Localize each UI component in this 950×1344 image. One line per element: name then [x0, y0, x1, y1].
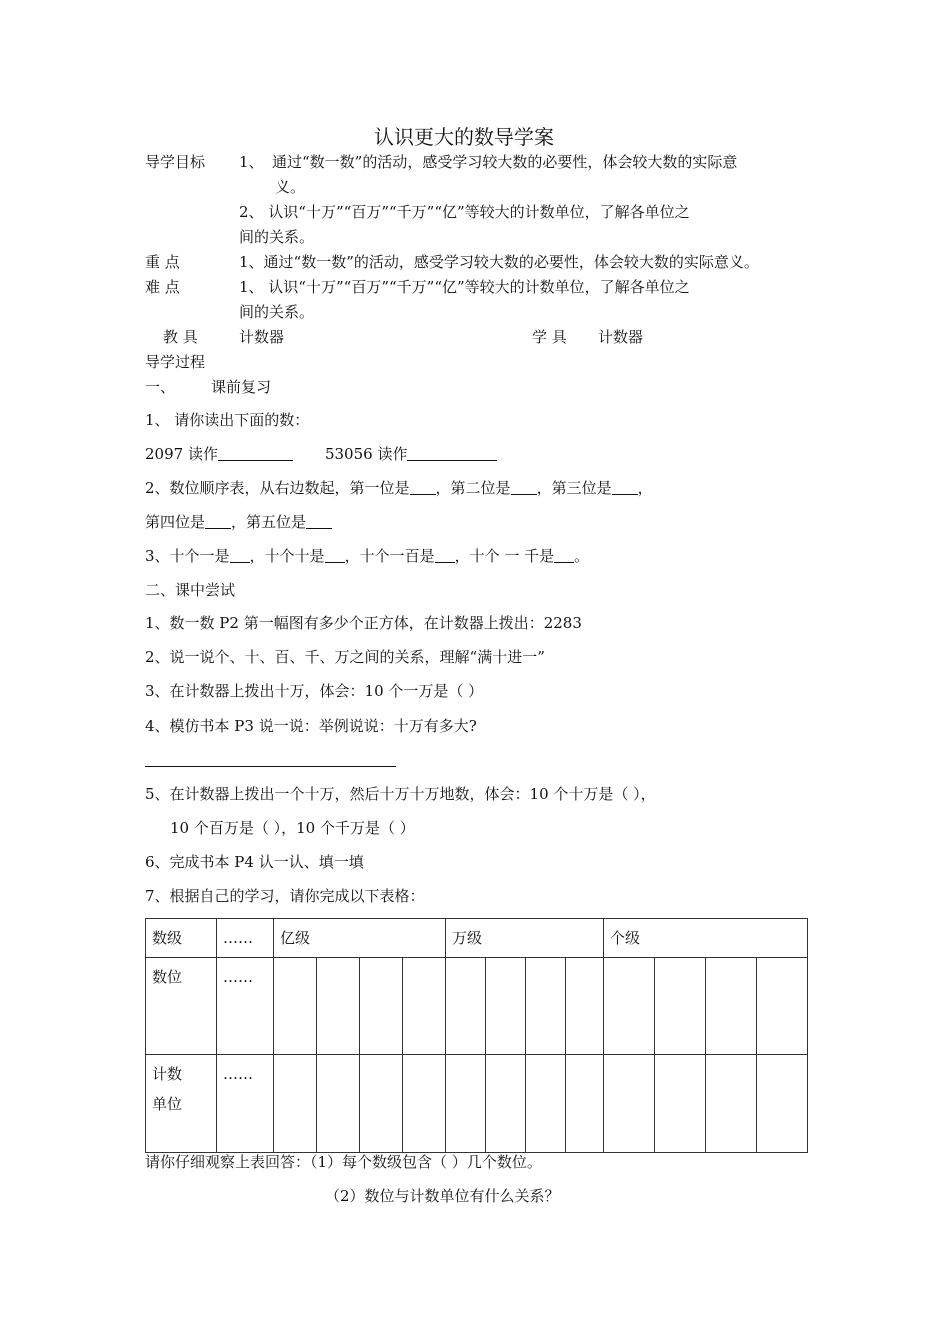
digits-header: 数位 — [146, 958, 217, 1055]
unit-cell[interactable] — [655, 1055, 706, 1153]
digit-cell[interactable] — [486, 958, 526, 1055]
levels-ellipsis: …… — [217, 919, 274, 958]
digit-cell[interactable] — [604, 958, 655, 1055]
review-q2-text-d: ， — [637, 479, 653, 497]
wan-level-cell: 万级 — [446, 919, 604, 958]
fifth-digit-blank[interactable] — [306, 512, 332, 529]
digit-cell[interactable] — [655, 958, 706, 1055]
review-q3-text-d: ，十个 一 千是 — [454, 547, 555, 565]
review-q2-text-f: ，第五位是 — [231, 513, 307, 531]
ten-tens-blank[interactable] — [325, 546, 345, 563]
digits-ellipsis: …… — [217, 958, 274, 1055]
section2-title: 二、课中尝试 — [145, 581, 236, 599]
read-2097-label: 2097 读作 — [145, 445, 218, 463]
trial-q4: 4、模仿书本 P3 说一说：举例说说：十万有多大? — [145, 717, 477, 735]
goal-2-text: 2、 认识“十万”“百万”“千万”“亿”等较大的计数单位，了解各单位之 — [239, 203, 690, 221]
review-q3-text-b: ，十个十是 — [249, 547, 325, 565]
digit-cell[interactable] — [526, 958, 566, 1055]
goal-label: 导学目标 — [145, 153, 206, 171]
trial-q5: 5、在计数器上拨出一个十万，然后十万十万地数，体会：10 个十万是（ ）， — [145, 785, 656, 803]
difficulty-text: 1、 认识“十万”“百万”“千万”“亿”等较大的计数单位，了解各单位之 — [239, 278, 690, 296]
observation-question-2: （2）数位与计数单位有什么关系？ — [325, 1187, 560, 1205]
units-header-line1: 计数 — [152, 1065, 183, 1083]
review-q2-text-b: ，第二位是 — [435, 479, 511, 497]
ten-thousands-blank[interactable] — [554, 546, 574, 563]
second-digit-blank[interactable] — [511, 478, 537, 495]
review-q2-text-a: 2、数位顺序表，从右边数起，第一位是 — [145, 479, 410, 497]
section1-title: 课前复习 — [211, 378, 272, 396]
trial-q5-cont: 10 个百万是（ ），10 个千万是（ ） — [170, 819, 415, 837]
process-label: 导学过程 — [145, 353, 206, 371]
teaching-tool-value: 计数器 — [239, 328, 285, 346]
observation-question-1: 请你仔细观察上表回答：（1）每个数级包含（ ）几个数位。 — [145, 1153, 542, 1171]
review-q2-line2 — [145, 512, 332, 532]
trial-q7: 7、根据自己的学习，请你完成以下表格： — [145, 887, 425, 905]
ten-hundreds-blank[interactable] — [435, 546, 455, 563]
difficulty-label: 难 点 — [145, 278, 180, 296]
read-53056-blank[interactable] — [407, 444, 497, 461]
unit-cell[interactable] — [757, 1055, 808, 1153]
units-header — [146, 1055, 217, 1153]
teaching-tool-label: 教 具 — [163, 328, 198, 346]
learning-tool-label: 学 具 — [532, 328, 567, 346]
unit-cell[interactable] — [403, 1055, 446, 1153]
goal-1-text: 通过“数一数”的活动，感受学习较大数的必要性，体会较大数的实际意 — [272, 153, 738, 171]
page-title: 认识更大的数导学案 — [374, 125, 554, 149]
key-point-text: 1、通过“数一数”的活动，感受学习较大数的必要性，体会较大数的实际意义。 — [239, 253, 759, 271]
unit-cell[interactable] — [274, 1055, 317, 1153]
table-row-levels — [146, 919, 808, 958]
goal-1-num: 1、 — [239, 153, 264, 171]
review-q3-text-c: ，十个一百是 — [344, 547, 435, 565]
unit-cell[interactable] — [446, 1055, 486, 1153]
read-2097-blank[interactable] — [218, 444, 293, 461]
digit-cell[interactable] — [274, 958, 317, 1055]
review-q3 — [145, 546, 589, 566]
trial-q1: 1、数一数 P2 第一幅图有多少个正方体，在计数器上拨出：2283 — [145, 614, 582, 632]
ge-level-cell: 个级 — [604, 919, 808, 958]
review-q2-text-e: 第四位是 — [145, 513, 206, 531]
fourth-digit-blank[interactable] — [205, 512, 231, 529]
table-row-digits — [146, 958, 808, 1055]
learning-tool-value: 计数器 — [598, 328, 644, 346]
review-q1-answers — [145, 444, 497, 464]
levels-header: 数级 — [146, 919, 217, 958]
review-q1: 1、 请你读出下面的数： — [145, 411, 310, 429]
units-ellipsis: …… — [217, 1055, 274, 1153]
units-header-line2: 单位 — [152, 1095, 183, 1113]
table-row-units — [146, 1055, 808, 1153]
unit-cell[interactable] — [526, 1055, 566, 1153]
unit-cell[interactable] — [317, 1055, 360, 1153]
goal-1-cont: 义。 — [275, 178, 306, 196]
review-q2-line1 — [145, 478, 653, 498]
section1-num: 一、 — [145, 378, 176, 396]
answer-line[interactable] — [145, 766, 396, 767]
digit-cell[interactable] — [403, 958, 446, 1055]
review-q3-text-e: 。 — [574, 547, 590, 565]
yi-level-cell: 亿级 — [274, 919, 446, 958]
place-value-table — [145, 918, 808, 1153]
digit-cell[interactable] — [446, 958, 486, 1055]
unit-cell[interactable] — [360, 1055, 403, 1153]
review-q2-text-c: ，第三位是 — [536, 479, 612, 497]
review-q3-text-a: 3、十个一是 — [145, 547, 230, 565]
goal-2-cont: 间的关系。 — [239, 228, 315, 246]
digit-cell[interactable] — [757, 958, 808, 1055]
digit-cell[interactable] — [566, 958, 604, 1055]
trial-q6: 6、完成书本 P4 认一认、填一填 — [145, 853, 364, 871]
unit-cell[interactable] — [486, 1055, 526, 1153]
digit-cell[interactable] — [317, 958, 360, 1055]
key-point-label: 重 点 — [145, 253, 180, 271]
third-digit-blank[interactable] — [612, 478, 638, 495]
unit-cell[interactable] — [604, 1055, 655, 1153]
trial-q2: 2、说一说个、十、百、千、万之间的关系，理解“满十进一” — [145, 648, 545, 666]
read-53056-label: 53056 读作 — [324, 445, 408, 463]
digit-cell[interactable] — [706, 958, 757, 1055]
first-digit-blank[interactable] — [410, 478, 436, 495]
unit-cell[interactable] — [566, 1055, 604, 1153]
digit-cell[interactable] — [360, 958, 403, 1055]
unit-cell[interactable] — [706, 1055, 757, 1153]
ten-ones-blank[interactable] — [230, 546, 250, 563]
difficulty-cont: 间的关系。 — [239, 303, 315, 321]
trial-q3: 3、在计数器上拨出十万，体会：10 个一万是（ ） — [145, 682, 484, 700]
